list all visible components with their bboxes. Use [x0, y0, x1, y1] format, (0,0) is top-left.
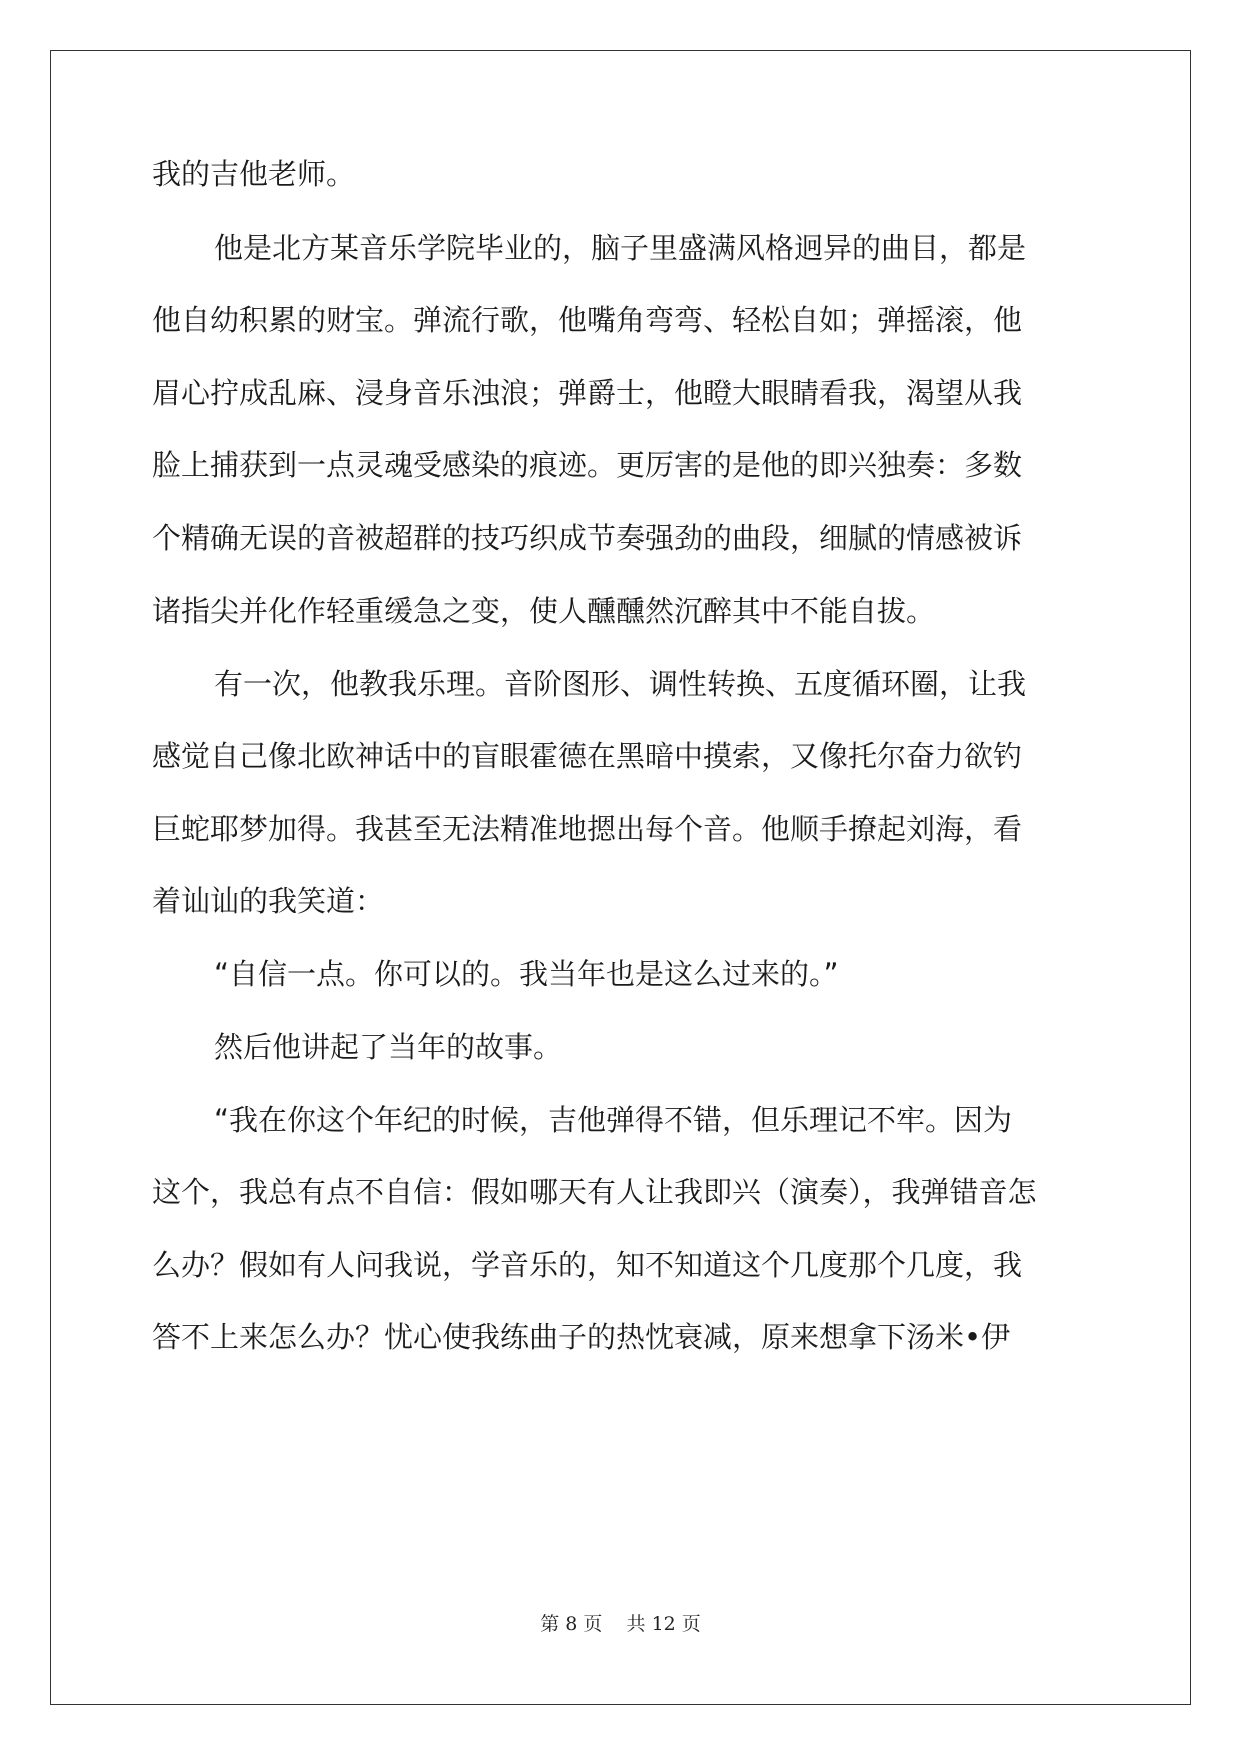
- text-line: 个精确无误的音被超群的技巧织成节奏强劲的曲段，细腻的情感被诉: [152, 521, 1023, 555]
- text-line: 有一次，他教我乐理。音阶图形、调性转换、五度循环圈，让我: [214, 667, 1027, 701]
- text-line: 巨蛇耶梦加得。我甚至无法精准地摁出每个音。他顺手撩起刘海，看: [152, 812, 1023, 846]
- text-line: 然后他讲起了当年的故事。: [214, 1030, 563, 1064]
- text-line: 脸上捕获到一点灵魂受感染的痕迹。更厉害的是他的即兴独奏：多数: [152, 448, 1023, 482]
- text-line: 答不上来怎么办？忧心使我练曲子的热忱衰减，原来想拿下汤米•伊: [152, 1320, 1011, 1354]
- text-line: 着讪讪的我笑道：: [152, 884, 385, 918]
- text-line: “自信一点。你可以的。我当年也是这么过来的。”: [214, 957, 839, 991]
- text-line: 这个，我总有点不自信：假如哪天有人让我即兴（演奏），我弹错音怎: [152, 1175, 1037, 1209]
- text-line: 诸指尖并化作轻重缓急之变，使人醺醺然沉醉其中不能自拔。: [152, 594, 936, 628]
- page-number: 第 8 页 共 12 页: [540, 1613, 701, 1635]
- text-line: “我在你这个年纪的时候，吉他弹得不错，但乐理记不牢。因为: [214, 1103, 1013, 1137]
- page-border: [50, 50, 1191, 1705]
- text-line: 感觉自己像北欧神话中的盲眼霍德在黑暗中摸索，又像托尔奋力欲钓: [152, 739, 1023, 773]
- text-line: 他自幼积累的财宝。弹流行歌，他嘴角弯弯、轻松自如；弹摇滚，他: [152, 303, 1023, 337]
- text-line: 我的吉他老师。: [152, 157, 356, 191]
- text-line: 眉心拧成乱麻、浸身音乐浊浪；弹爵士，他瞪大眼睛看我，渴望从我: [152, 376, 1023, 410]
- text-line: 他是北方某音乐学院毕业的，脑子里盛满风格迥异的曲目，都是: [214, 231, 1027, 265]
- text-line: 么办？假如有人问我说，学音乐的，知不知道这个几度那个几度，我: [152, 1248, 1023, 1282]
